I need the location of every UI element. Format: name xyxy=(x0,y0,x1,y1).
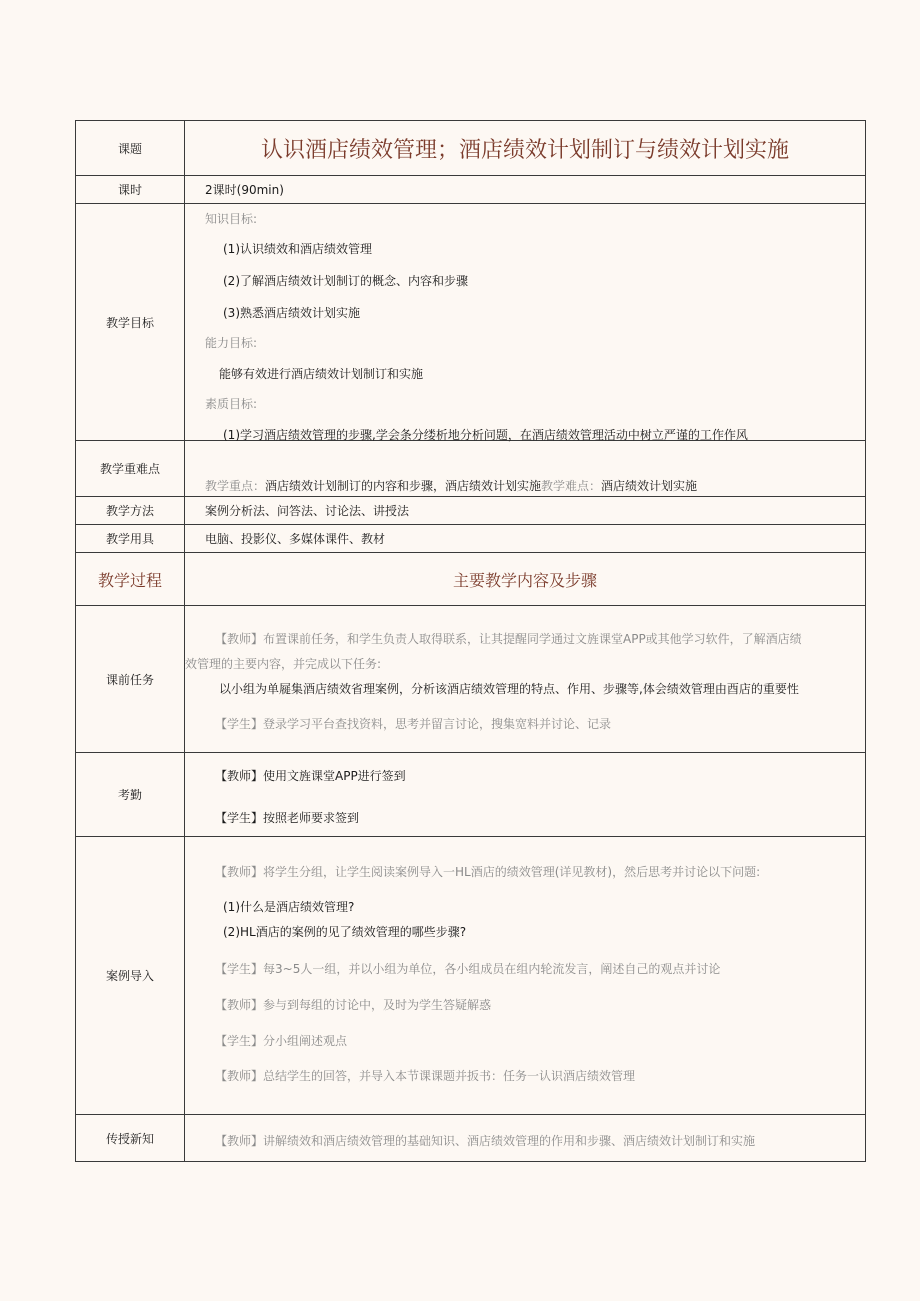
knowledge-item-2: (2)了解酒店绩效计划制订的概念、内容和步骤 xyxy=(223,274,468,288)
case-student-2: 【学生】分小组阐述观点 xyxy=(215,1034,348,1048)
knowledge-item-3: (3)熟悉酒店绩效计划实施 xyxy=(223,306,360,320)
row-tools xyxy=(76,525,865,553)
row-objectives xyxy=(76,204,865,441)
attendance-student: 【学生】按照老师要求签到 xyxy=(215,811,360,825)
case-teacher-3: 【教师】总结学生的回答，并导入本节课课题并扳书：任务一认识酒店绩效管理 xyxy=(215,1069,636,1083)
knowledge-heading: 知识目标: xyxy=(205,212,258,226)
key-points-text xyxy=(205,477,697,494)
hours-label: 课时 xyxy=(76,176,185,203)
key-points-label: 教学重难点 xyxy=(76,441,185,496)
row-process-header xyxy=(76,553,865,606)
case-question-2: (2)HL酒店的案例的见了绩效管理的哪些步骤? xyxy=(223,925,467,939)
case-student-1: 【学生】每3~5人一组，并以小组为单位，各小组成员在组内轮流发言，阐述自己的观点并讨论 xyxy=(215,962,721,976)
row-case-intro xyxy=(76,837,865,1115)
row-topic xyxy=(76,121,865,176)
attendance-teacher: 【教师】使用文旌课堂APP进行签到 xyxy=(215,769,406,783)
case-teacher-2: 【教师】参与到每组的讨论中，及时为学生答疑解惑 xyxy=(215,998,492,1012)
attendance-label: 考勤 xyxy=(76,753,185,836)
row-pre-class xyxy=(76,606,865,753)
topic-title: 认识酒店绩效管理；酒店绩效计划制订与绩效计划实施 xyxy=(260,137,789,163)
row-new-knowledge xyxy=(76,1115,865,1161)
pre-class-label: 课前任务 xyxy=(76,606,185,752)
quality-item: (1)学习酒店绩效管理的步骤,学会条分缕析地分析问题，在酒店绩效管理活动中树立严谨的工作作风 xyxy=(223,428,748,442)
quality-heading: 素质目标: xyxy=(205,397,258,411)
knowledge-item-1: (1)认识绩效和酒店绩效管理 xyxy=(223,242,372,256)
case-question-1: (1)什么是酒店绩效管理? xyxy=(223,900,355,914)
lesson-plan-table xyxy=(75,120,866,1162)
ability-item: 能够有效进行酒店绩效计划制订和实施 xyxy=(219,367,424,381)
topic-label: 课题 xyxy=(76,121,185,175)
new-knowledge-teacher: 【教师】讲解绩效和酒店绩效管理的基础知识、酒店绩效管理的作用和步骤、酒店绩效计划制订和实施 xyxy=(215,1134,756,1148)
tools-label: 教学用具 xyxy=(76,525,185,552)
row-methods xyxy=(76,497,865,525)
case-teacher-1: 【教师】将学生分组，让学生阅读案例导入一HL酒店的绩效管理(详见教材)，然后思考并讨论以下问题: xyxy=(215,865,761,879)
difficult-point-label: 教学难点： xyxy=(541,479,602,493)
new-knowledge-label: 传授新知 xyxy=(76,1115,185,1161)
methods-label: 教学方法 xyxy=(76,497,185,524)
key-point-value: 酒店绩效计划制订的内容和步骤，酒店绩效计划实施 xyxy=(265,479,542,493)
tools-value: 电脑、投影仪、多媒体课件、教材 xyxy=(205,532,386,546)
key-point-label: 教学重点： xyxy=(205,479,266,493)
case-intro-label: 案例导入 xyxy=(76,837,185,1114)
row-attendance xyxy=(76,753,865,837)
pre-class-student: 【学生】登录学习平台查找资料，思考并留言讨论，搜集宽料并讨论、记录 xyxy=(215,717,612,731)
pre-class-teacher-line1: 【教师】布置课前任务，和学生负责人取得联系，让其提醒同学通过文旌课堂APP或其他学习软件，了解酒店绩 xyxy=(215,632,802,646)
pre-class-teacher-line2: 效管理的主要内容，并完成以下任务: xyxy=(185,657,382,671)
objectives-label: 教学目标 xyxy=(76,204,185,440)
difficult-point-value: 酒店绩效计划实施 xyxy=(601,479,698,493)
row-key-points xyxy=(76,441,865,497)
row-hours xyxy=(76,176,865,204)
methods-value: 案例分析法、问答法、讨论法、讲授法 xyxy=(205,504,410,518)
process-header-left: 教学过程 xyxy=(76,553,185,605)
process-header-right: 主要教学内容及步骤 xyxy=(452,570,597,590)
pre-class-task: 以小组为单屣集酒店绩效省理案例，分析该酒店绩效管理的特点、作用、步骤等,体会绩效管理由酉店的重要性 xyxy=(219,682,799,696)
ability-heading: 能力目标: xyxy=(205,336,258,350)
hours-value: 2课时(90min) xyxy=(205,183,284,197)
